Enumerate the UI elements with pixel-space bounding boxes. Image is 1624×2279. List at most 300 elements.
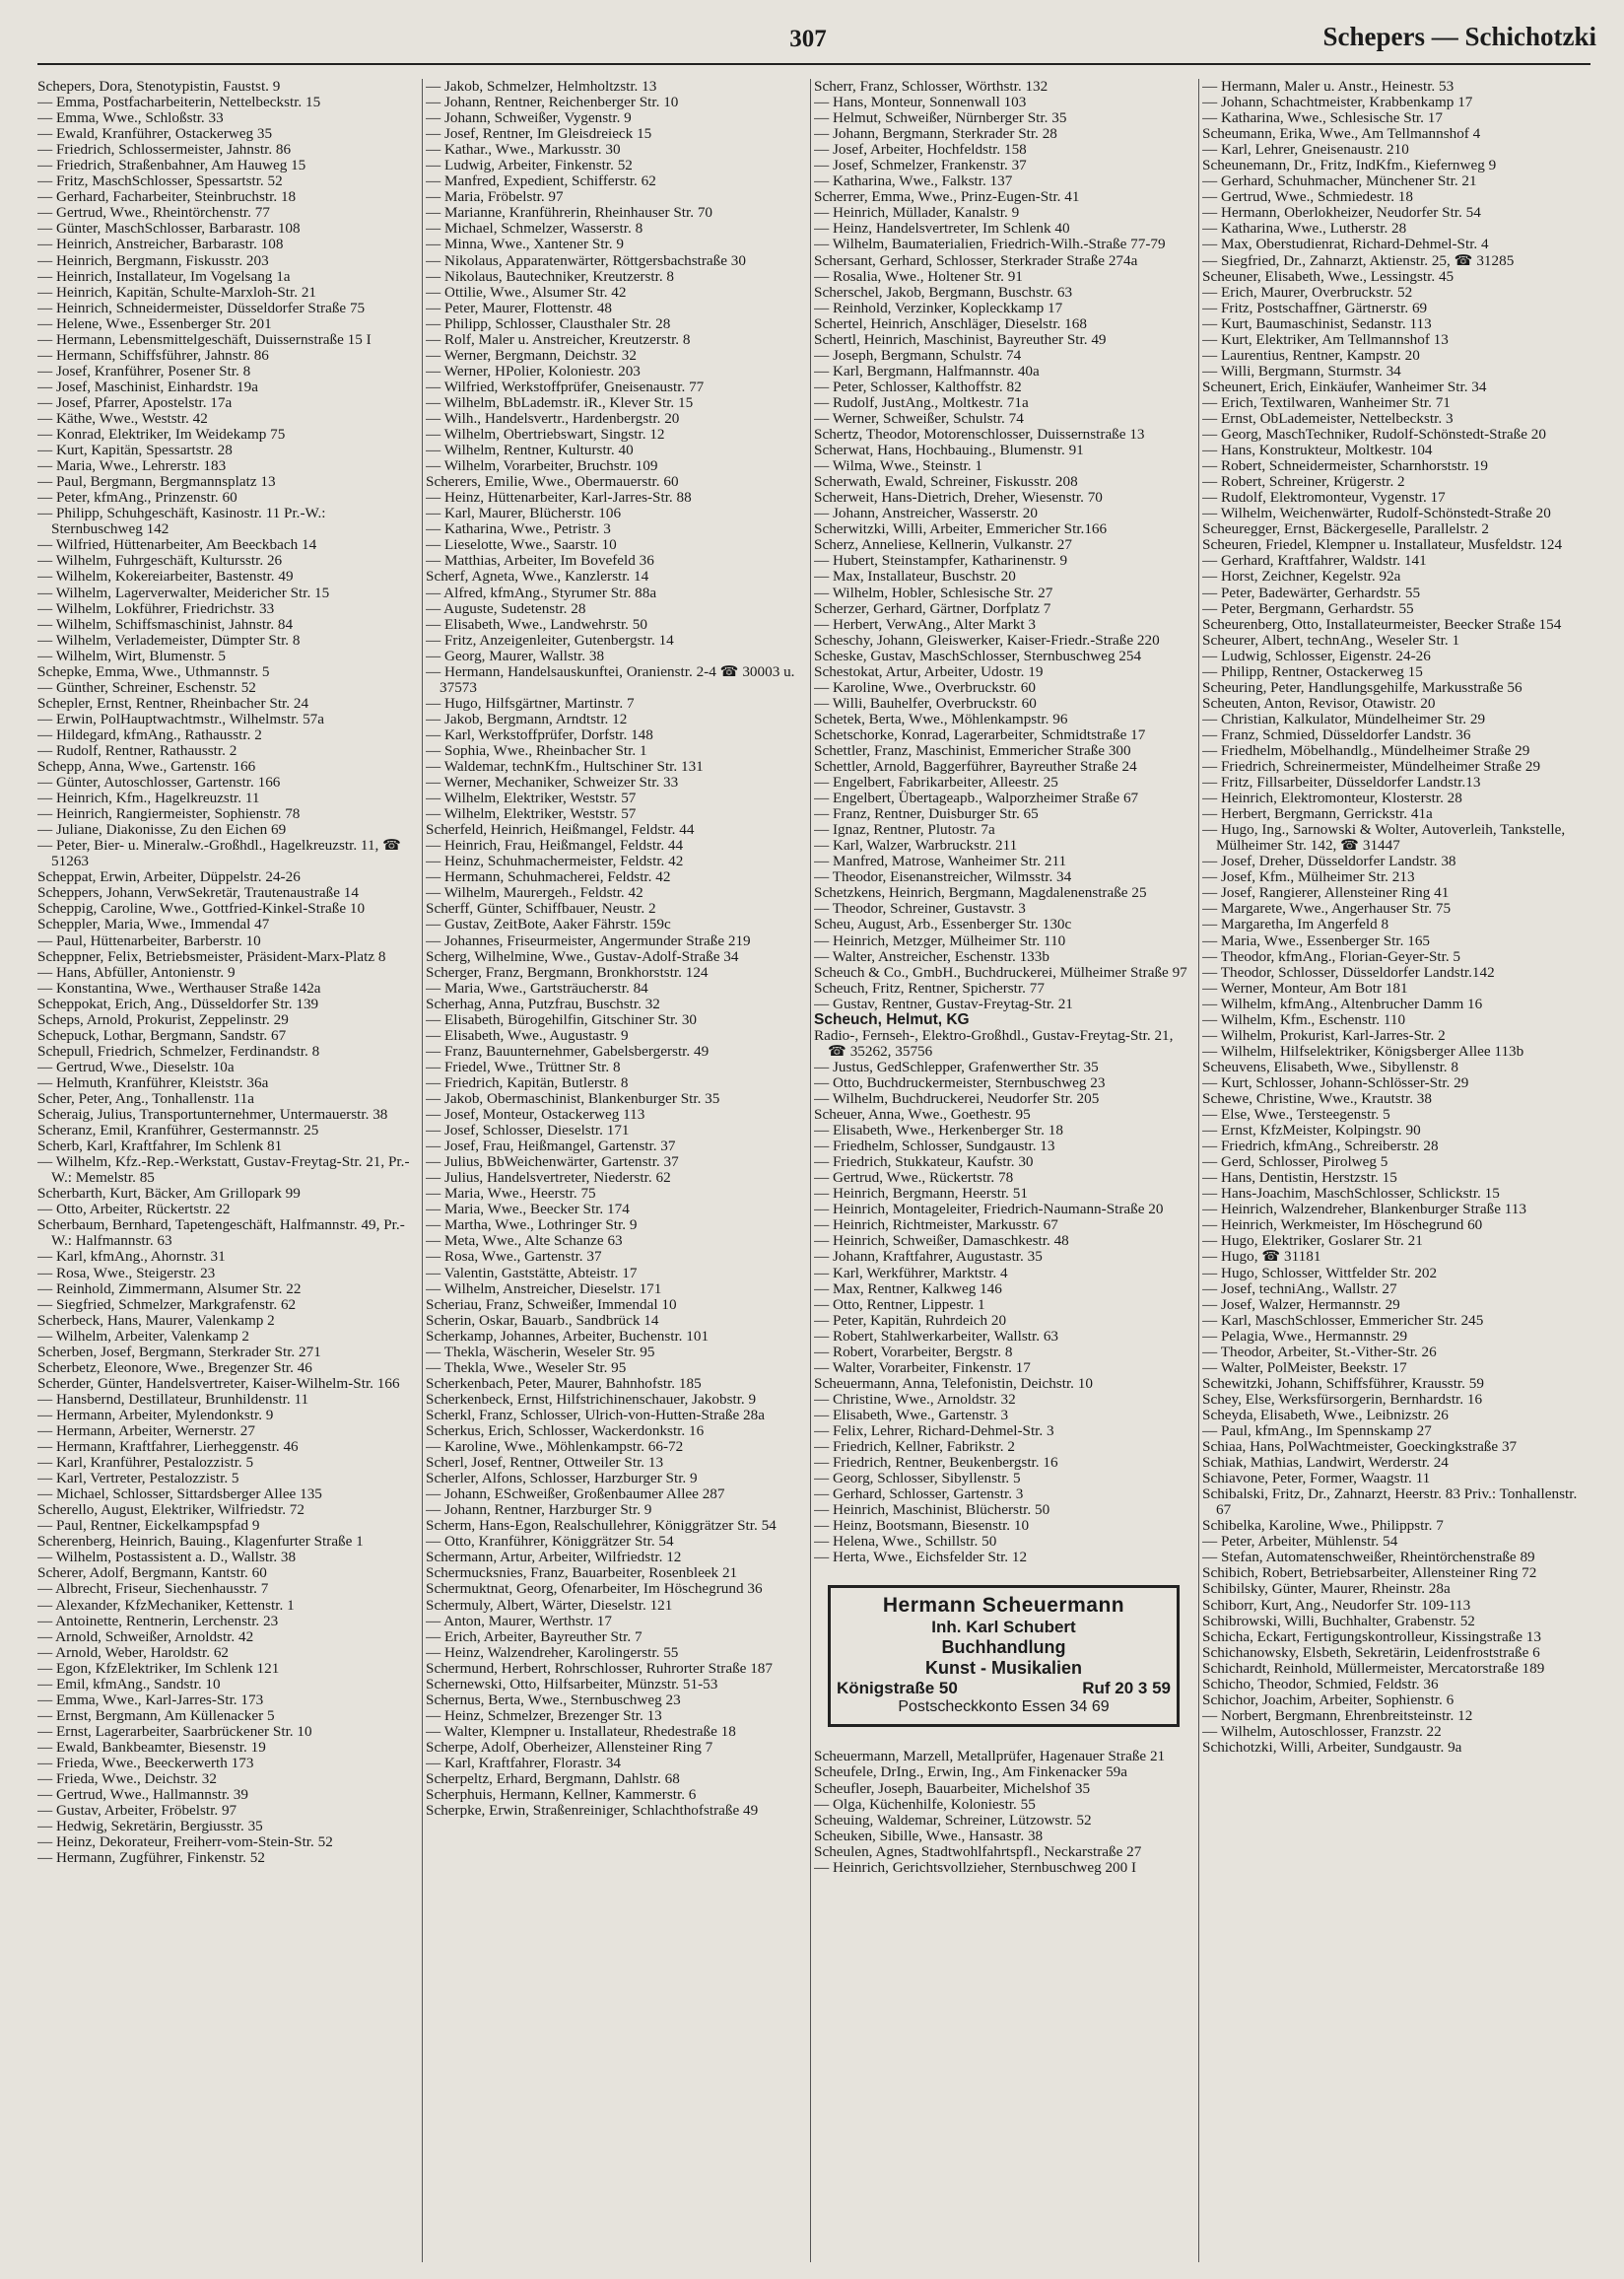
directory-entry: — Josef, Pfarrer, Apostelstr. 17a: [37, 393, 233, 411]
directory-entry: Scherin, Oskar, Bauarb., Sandbrück 14: [426, 1311, 659, 1329]
directory-entry: — Robert, Schreiner, Krügerstr. 2: [1202, 473, 1405, 491]
directory-entry: Schiavone, Peter, Former, Waagstr. 11: [1202, 1470, 1431, 1487]
directory-entry: Schichotzki, Willi, Arbeiter, Sundgaustr. 9a: [1202, 1738, 1462, 1756]
directory-entry: — Emma, Postfacharbeiterin, Nettelbeckstr. 15: [37, 94, 321, 111]
directory-entry: — Wilhelm, BbLademstr. iR., Klever Str. 15: [426, 393, 694, 411]
directory-entry: — Karoline, Wwe., Möhlenkampstr. 66-72: [426, 1438, 684, 1456]
directory-entry: Scherff, Günter, Schiffbauer, Neustr. 2: [426, 900, 656, 918]
directory-entry: — Siegfried, Dr., Zahnarzt, Aktienstr. 25, ☎ 31285: [1202, 251, 1515, 269]
directory-entry: — Günther, Schreiner, Eschenstr. 52: [37, 678, 256, 696]
directory-entry: — Ernst, Lagerarbeiter, Saarbrückener Str. 10: [37, 1722, 312, 1740]
page-number: 307: [789, 26, 827, 52]
directory-entry: — Manfred, Expedient, Schifferstr. 62: [426, 173, 656, 190]
directory-entry: — Hermann, Arbeiter, Mylendonkstr. 9: [37, 1406, 274, 1423]
directory-entry: — Michael, Schmelzer, Wasserstr. 8: [426, 220, 643, 238]
ad-goods: Kunst - Musikalien: [924, 1658, 1083, 1679]
directory-entry: — Helene, Wwe., Essenberger Str. 201: [37, 314, 272, 332]
directory-entry: — Maria, Fröbelstr. 97: [426, 188, 564, 206]
directory-entry: — Karl, Lehrer, Gneisenaustr. 210: [1202, 141, 1409, 159]
directory-entry: — Peter, Bier- u. Mineralw.-Großhdl., Hagelkreuzstr. 11, ☎ 51263: [37, 837, 402, 870]
directory-entry: Scheuing, Waldemar, Schreiner, Lützowstr. 52: [814, 1811, 1092, 1829]
directory-entry: — Heinrich, Elektromonteur, Klosterstr. 28: [1202, 790, 1462, 807]
directory-entry: Scheyda, Elisabeth, Wwe., Leibnizstr. 26: [1202, 1406, 1449, 1423]
directory-entry: Schernus, Berta, Wwe., Sternbuschweg 23: [426, 1691, 681, 1708]
directory-entry: — Erich, Textilwaren, Wanheimer Str. 71: [1202, 393, 1451, 411]
column-divider: [1198, 79, 1199, 2262]
directory-entry: — Hugo, ☎ 31181: [1202, 1248, 1321, 1266]
directory-entry: — Wilhelm, Buchdruckerei, Neudorfer Str. 205: [814, 1090, 1100, 1107]
directory-entry: Scherphuis, Hermann, Kellner, Kammerstr. 6: [426, 1786, 697, 1804]
directory-entry: — Willi, Bauhelfer, Overbruckstr. 60: [814, 694, 1037, 712]
directory-entry: — Wilhelm, Elektriker, Weststr. 57: [426, 805, 637, 823]
directory-entry: Scherz, Anneliese, Kellnerin, Vulkanstr. 27: [814, 536, 1072, 554]
directory-entry: Scherf, Agneta, Wwe., Kanzlerstr. 14: [426, 568, 649, 586]
directory-entry: Scherschel, Jakob, Bergmann, Buschstr. 63: [814, 283, 1073, 301]
directory-entry: — Frieda, Wwe., Beeckerwerth 173: [37, 1754, 254, 1771]
header-rule: [37, 63, 1590, 65]
directory-entry: — Heinrich, Walzendreher, Blankenburger Straße 113: [1202, 1201, 1526, 1218]
running-head: Schepers — Schichotzki: [1322, 22, 1596, 51]
directory-entry: — Otto, Rentner, Lippestr. 1: [814, 1295, 985, 1313]
directory-entry: — Wilhelm, Schiffsmaschinist, Jahnstr. 84: [37, 615, 294, 633]
directory-entry: Schepler, Ernst, Rentner, Rheinbacher Str. 24: [37, 694, 309, 712]
directory-entry: — Josef, Rangierer, Allensteiner Ring 41: [1202, 884, 1450, 902]
directory-entry: — Heinz, Walzendreher, Karolingerstr. 55: [426, 1643, 679, 1661]
directory-entry: Schertel, Heinrich, Anschläger, Dieselstr. 168: [814, 314, 1087, 332]
directory-entry: Scherello, August, Elektriker, Wilfriedstr. 72: [37, 1501, 304, 1519]
directory-entry: — Theodor, Arbeiter, St.-Vither-Str. 26: [1202, 1343, 1437, 1360]
directory-entry: Scheppig, Caroline, Wwe., Gottfried-Kinkel-Straße 10: [37, 900, 366, 918]
directory-entry: — Ignaz, Rentner, Plutostr. 7a: [814, 821, 995, 839]
directory-entry: — Juliane, Diakonisse, Zu den Eichen 69: [37, 821, 287, 839]
directory-entry: — Werner, Schweißer, Schulstr. 74: [814, 409, 1024, 427]
directory-entry: Scheufler, Joseph, Bauarbeiter, Michelshof 35: [814, 1779, 1091, 1797]
directory-entry: — Paul, Bergmann, Bergmannsplatz 13: [37, 473, 276, 491]
directory-entry: Schetzkens, Heinrich, Bergmann, Magdalenenstraße 25: [814, 884, 1147, 902]
directory-entry: Scherwath, Ewald, Schreiner, Fiskusstr. 208: [814, 473, 1078, 491]
directory-entry: — Heinrich, Bergmann, Fiskusstr. 203: [37, 251, 269, 269]
directory-entry: — Emil, kfmAng., Sandstr. 10: [37, 1675, 221, 1692]
directory-entry: Scherpe, Adolf, Oberheizer, Allensteiner Ring 7: [426, 1738, 713, 1756]
directory-entry: — Hans, Dentistin, Herstzstr. 15: [1202, 1169, 1397, 1187]
directory-entry: — Konrad, Elektriker, Im Weidekamp 75: [37, 426, 286, 444]
directory-entry: — Pelagia, Wwe., Hermannstr. 29: [1202, 1327, 1408, 1345]
directory-entry: — Hermann, Schuhmacherei, Feldstr. 42: [426, 868, 671, 886]
directory-entry: — Heinrich, Bergmann, Heerstr. 51: [814, 1185, 1028, 1203]
directory-entry: — Wilhelm, Hilfselektriker, Königsberger Allee 113b: [1202, 1042, 1524, 1060]
ad-postal: Postscheckkonto Essen 34 69: [898, 1698, 1110, 1716]
directory-entry: — Rudolf, Rentner, Rathausstr. 2: [37, 741, 237, 759]
directory-entry: — Paul, kfmAng., Im Spennskamp 27: [1202, 1421, 1432, 1439]
directory-entry: — Otto, Arbeiter, Rückertstr. 22: [37, 1201, 231, 1218]
directory-entry: Scherkenbeck, Ernst, Hilfstrichinenschauer, Jakobstr. 9: [426, 1390, 757, 1408]
directory-entry: — Hugo, Schlosser, Wittfelder Str. 202: [1202, 1264, 1438, 1281]
directory-entry: — Heinrich, Rangiermeister, Sophienstr. 78: [37, 805, 301, 823]
directory-entry: Scheuregger, Ernst, Bäckergeselle, Parallelstr. 2: [1202, 520, 1489, 538]
directory-entry: — Heinrich, Montageleiter, Friedrich-Naumann-Straße 20: [814, 1201, 1164, 1218]
directory-entry: — Heinrich, Werkmeister, Im Höschegrund 60: [1202, 1216, 1483, 1234]
directory-entry: — Max, Rentner, Kalkweg 146: [814, 1279, 1002, 1297]
directory-entry: — Kurt, Baumaschinist, Sedanstr. 113: [1202, 314, 1432, 332]
directory-entry: Schicha, Eckart, Fertigungskontrolleur, Kissingstraße 13: [1202, 1627, 1541, 1645]
directory-entry: — Felix, Lehrer, Richard-Dehmel-Str. 3: [814, 1421, 1054, 1439]
directory-entry: Schepke, Emma, Wwe., Uthmannstr. 5: [37, 662, 270, 680]
directory-entry: — Theodor, Schreiner, Gustavstr. 3: [814, 900, 1026, 918]
directory-entry: — Josef, Schlosser, Dieselstr. 171: [426, 1122, 630, 1140]
directory-entry: Schertl, Heinrich, Maschinist, Bayreuther Str. 49: [814, 330, 1107, 348]
directory-entry: — Robert, Stahlwerkarbeiter, Wallstr. 63: [814, 1327, 1059, 1345]
directory-entry: Schertz, Theodor, Motorenschlosser, Duissernstraße 13: [814, 426, 1145, 444]
directory-entry: — Robert, Schneidermeister, Scharnhorststr. 19: [1202, 457, 1489, 475]
directory-entry: — Karoline, Wwe., Overbruckstr. 60: [814, 678, 1036, 696]
directory-entry: — Paul, Hüttenarbeiter, Barberstr. 10: [37, 932, 261, 949]
directory-entry: Scherler, Alfons, Schlosser, Harzburger Str. 9: [426, 1470, 698, 1487]
ad-name: Hermann Scheuermann: [882, 1594, 1125, 1618]
directory-entry: — Hans, Konstrukteur, Moltkestr. 104: [1202, 442, 1433, 459]
directory-entry: — Heinrich, Schneidermeister, Düsseldorfer Straße 75: [37, 299, 366, 316]
directory-entry: — Hermann, Schiffsführer, Jahnstr. 86: [37, 346, 269, 364]
directory-entry: — Hermann, Zugführer, Finkenstr. 52: [37, 1849, 265, 1867]
directory-entry: Scherwitzki, Willi, Arbeiter, Emmericher Str.166: [814, 520, 1108, 538]
directory-entry: — Michael, Schlosser, Sittardsberger Allee 135: [37, 1485, 322, 1503]
directory-entry: Scheschy, Johann, Gleiswerker, Kaiser-Friedr.-Straße 220: [814, 631, 1160, 649]
directory-entry: Schepp, Anna, Wwe., Gartenstr. 166: [37, 758, 256, 776]
directory-entry: Schetschorke, Konrad, Lagerarbeiter, Schmidtstraße 17: [814, 725, 1146, 743]
directory-entry: — Erwin, PolHauptwachtmstr., Wilhelmstr. 57a: [37, 710, 325, 727]
directory-entry: Schiak, Mathias, Landwirt, Werderstr. 24: [1202, 1454, 1449, 1472]
directory-entry: Scherweit, Hans-Dietrich, Dreher, Wiesenstr. 70: [814, 489, 1103, 507]
directory-entry: — Karl, Werkführer, Marktstr. 4: [814, 1264, 1008, 1281]
ad-address: Königstraße 50: [837, 1679, 958, 1698]
directory-entry: Schibrowski, Willi, Buchhalter, Grabenstr. 52: [1202, 1612, 1475, 1629]
directory-entry: — Philipp, Schuhgeschäft, Kasinostr. 11 Pr.-W.: Sternbuschweg 142: [37, 505, 326, 538]
directory-entry: Scherb, Karl, Kraftfahrer, Im Schlenk 81: [37, 1138, 283, 1155]
directory-entry: — Heinrich, Anstreicher, Barbarastr. 108: [37, 236, 284, 253]
directory-entry: — Maria, Wwe., Gartsträucherstr. 84: [426, 979, 648, 997]
directory-entry: — Gertrud, Wwe., Rheintörchenstr. 77: [37, 204, 270, 222]
directory-entry: — Reinhold, Zimmermann, Alsumer Str. 22: [37, 1279, 302, 1297]
directory-entry: — Albrecht, Friseur, Siechenhausstr. 7: [37, 1580, 269, 1598]
directory-entry: — Erich, Maurer, Overbruckstr. 52: [1202, 283, 1413, 301]
directory-entry: — Herta, Wwe., Eichsfelder Str. 12: [814, 1549, 1028, 1566]
directory-entry: — Hansbernd, Destillateur, Brunhildenstr. 11: [37, 1390, 309, 1408]
directory-entry: — Johann, Kraftfahrer, Augustastr. 35: [814, 1248, 1043, 1266]
directory-entry: — Wilfried, Werkstoffprüfer, Gneisenaustr. 77: [426, 378, 705, 395]
directory-entry: — Friedrich, Schlossermeister, Jahnstr. 86: [37, 141, 292, 159]
directory-entry: — Otto, Buchdruckermeister, Sternbuschweg 23: [814, 1073, 1106, 1091]
directory-entry: — Maria, Wwe., Heerstr. 75: [426, 1185, 596, 1203]
directory-entry: — Jakob, Bergmann, Arndtstr. 12: [426, 710, 628, 727]
directory-entry: Scheranz, Emil, Kranführer, Gestermannstr. 25: [37, 1122, 319, 1140]
directory-entry: — Josef, Kranführer, Posener Str. 8: [37, 362, 251, 380]
directory-entry: — Karl, Werkstoffprüfer, Dorfstr. 148: [426, 725, 653, 743]
directory-entry: — Heinrich, Kapitän, Schulte-Marxloh-Str. 21: [37, 283, 317, 301]
directory-entry: — Wilhelm, Elektriker, Weststr. 57: [426, 790, 637, 807]
directory-entry: Schettler, Arnold, Baggerführer, Bayreuther Straße 24: [814, 758, 1137, 776]
directory-entry: — Engelbert, Übertageарb., Walporzheimer Straße 67: [814, 790, 1139, 807]
directory-entry: Scherzer, Gerhard, Gärtner, Dorfplatz 7: [814, 599, 1051, 617]
directory-entry: — Elisabeth, Bürogehilfin, Gitschiner Str. 30: [426, 1010, 698, 1028]
column-2: [426, 79, 805, 2257]
directory-entry: — Minna, Wwe., Xantener Str. 9: [426, 236, 624, 253]
directory-entry: — Herbert, VerwAng., Alter Markt 3: [814, 615, 1036, 633]
directory-entry: Scherkl, Franz, Schlosser, Ulrich-von-Hutten-Straße 28a: [426, 1406, 765, 1423]
directory-entry: — Otto, Kranführer, Königgrätzer Str. 54: [426, 1533, 674, 1551]
directory-entry: Schermann, Artur, Arbeiter, Wilfriedstr. 12: [426, 1549, 682, 1566]
directory-entry: — Heinz, Dekorateur, Freiherr-vom-Stein-Str. 52: [37, 1833, 333, 1851]
directory-entry: — Ottilie, Wwe., Alsumer Str. 42: [426, 283, 627, 301]
directory-entry: — Johann, Rentner, Harzburger Str. 9: [426, 1501, 652, 1519]
directory-entry: Scheuch & Co., GmbH., Buchdruckerei, Mülheimer Straße 97: [814, 963, 1187, 981]
directory-entry: — Gerhard, Schlosser, Gartenstr. 3: [814, 1485, 1024, 1503]
directory-entry: Scheurer, Albert, technAng., Weseler Str. 1: [1202, 631, 1460, 649]
directory-entry: — Hildegard, kfmAng., Rathausstr. 2: [37, 725, 262, 743]
directory-entry: — Hans, Abfüller, Antonienstr. 9: [37, 963, 236, 981]
directory-entry: — Josef, Rentner, Im Gleisdreieck 15: [426, 125, 652, 143]
directory-entry: — Hans, Monteur, Sonnenwall 103: [814, 94, 1027, 111]
directory-entry: Scherfeld, Heinrich, Heißmangel, Feldstr. 44: [426, 821, 695, 839]
directory-entry: — Gustav, Arbeiter, Fröbelstr. 97: [37, 1802, 237, 1820]
directory-entry: — Margarete, Wwe., Angerhauser Str. 75: [1202, 900, 1452, 918]
directory-entry: — Reinhold, Verzinker, Kopleckkamp 17: [814, 299, 1063, 316]
directory-entry: — Johann, Schachtmeister, Krabbenkamp 17: [1202, 94, 1473, 111]
directory-entry: — Erich, Arbeiter, Bayreuther Str. 7: [426, 1627, 643, 1645]
directory-entry: — Friedrich, Kellner, Fabrikstr. 2: [814, 1438, 1015, 1456]
directory-entry: — Siegfried, Schmelzer, Markgrafenstr. 62: [37, 1295, 297, 1313]
directory-entry: — Hugo, Ing., Sarnowski & Wolter, Autoverleih, Tankstelle, Mülheimer Str. 142, ☎ 31447: [1202, 821, 1566, 855]
directory-entry: Scheunert, Erich, Einkäufer, Wanheimer Str. 34: [1202, 378, 1487, 395]
directory-entry: — Wilhelm, Anstreicher, Dieselstr. 171: [426, 1279, 662, 1297]
directory-entry: — Johann, ESchweißer, Großenbaumer Allee 287: [426, 1485, 725, 1503]
directory-entry: — Werner, Monteur, Am Botr 181: [1202, 979, 1408, 997]
directory-entry: Scheppers, Johann, VerwSekretär, Trautenaustraße 14: [37, 884, 359, 902]
directory-entry: — Thekla, Wwe., Weseler Str. 95: [426, 1358, 627, 1376]
directory-entry: — Rosa, Wwe., Steigerstr. 23: [37, 1264, 216, 1281]
directory-entry: — Walter, Klempner u. Installateur, Rhedestraße 18: [426, 1722, 736, 1740]
directory-entry: Scheppner, Felix, Betriebsmeister, Präsident-Marx-Platz 8: [37, 947, 386, 965]
directory-entry: Schicho, Theodor, Schmied, Feldstr. 36: [1202, 1675, 1439, 1692]
directory-entry: — Heinrich, Maschinist, Blücherstr. 50: [814, 1501, 1050, 1519]
column-4: [1202, 79, 1582, 2257]
directory-entry: Scheske, Gustav, MaschSchlosser, Sternbuschweg 254: [814, 647, 1142, 664]
directory-entry: — Elisabeth, Wwe., Landwehrstr. 50: [426, 615, 647, 633]
directory-entry: — Konstantina, Wwe., Werthauser Straße 142a: [37, 979, 321, 997]
directory-entry: — Heinrich, Müllader, Kanalstr. 9: [814, 204, 1020, 222]
directory-entry: — Hermann, Handelsauskunftei, Oranienstr. 2-4 ☎ 30003 u. 37573: [426, 662, 795, 696]
column-3: [814, 79, 1193, 2257]
directory-entry: Scherenberg, Heinrich, Bauing., Klagenfurter Straße 1: [37, 1533, 364, 1551]
column-1: [37, 79, 417, 2257]
directory-entry: — Josef, techniAng., Wallstr. 27: [1202, 1279, 1397, 1297]
directory-entry: — Gerhard, Schuhmacher, Münchener Str. 21: [1202, 173, 1477, 190]
advertisement-box: [828, 1585, 1180, 1727]
directory-entry: Schermuktnat, Georg, Ofenarbeiter, Im Höschegrund 36: [426, 1580, 763, 1598]
directory-entry: — Franz, Bauunternehmer, Gabelsbergerstr. 49: [426, 1042, 710, 1060]
directory-entry: — Rolf, Maler u. Anstreicher, Kreutzerstr. 8: [426, 330, 691, 348]
directory-entry: Scheppokat, Erich, Ang., Düsseldorfer Str. 139: [37, 995, 319, 1012]
directory-entry: — Fritz, Postschaffner, Gärtnerstr. 69: [1202, 299, 1428, 316]
directory-entry: Scheps, Arnold, Prokurist, Zeppelinstr. 29: [37, 1010, 289, 1028]
directory-entry: — Peter, Arbeiter, Mühlenstr. 54: [1202, 1533, 1398, 1551]
directory-entry: — Arnold, Weber, Haroldstr. 62: [37, 1643, 230, 1661]
directory-entry: — Friedrich, Rentner, Beukenbergstr. 16: [814, 1454, 1058, 1472]
directory-entry: — Rudolf, Elektromonteur, Vygenstr. 17: [1202, 489, 1446, 507]
directory-entry: — Peter, Maurer, Flottenstr. 48: [426, 299, 613, 316]
directory-entry: — Nikolaus, Bautechniker, Kreutzerstr. 8: [426, 267, 675, 285]
directory-entry: Scherl, Josef, Rentner, Ottweiler Str. 13: [426, 1454, 664, 1472]
directory-entry: Scheriau, Franz, Schweißer, Immendal 10: [426, 1295, 677, 1313]
directory-entry: Schiaa, Hans, PolWachtmeister, Goeckingkstraße 37: [1202, 1438, 1518, 1456]
directory-entry: — Franz, Rentner, Duisburger Str. 65: [814, 805, 1039, 823]
directory-entry: — Georg, Schlosser, Sibyllenstr. 5: [814, 1470, 1021, 1487]
directory-entry: Radio-, Fernseh-, Elektro-Großhdl., Gustav-Freytag-Str. 21, ☎ 35262, 35756: [814, 1026, 1174, 1060]
directory-entry: — Matthias, Arbeiter, Im Bovefeld 36: [426, 552, 654, 570]
directory-entry: — Auguste, Sudetenstr. 28: [426, 599, 586, 617]
directory-entry: — Wilhelm, kfmAng., Altenbrucher Damm 16: [1202, 995, 1483, 1012]
directory-entry: — Gustav, ZeitBote, Aaker Fährstr. 159c: [426, 916, 671, 933]
directory-entry: — Heinz, Schmelzer, Brezenger Str. 13: [426, 1706, 662, 1724]
directory-entry: — Kathar., Wwe., Markusstr. 30: [426, 141, 621, 159]
directory-entry: — Josef, Schmelzer, Frankenstr. 37: [814, 157, 1027, 174]
directory-entry: — Peter, Bergmann, Gerhardstr. 55: [1202, 599, 1414, 617]
directory-entry: — Lieselotte, Wwe., Saarstr. 10: [426, 536, 617, 554]
directory-entry: Schepull, Friedrich, Schmelzer, Ferdinandstr. 8: [37, 1042, 320, 1060]
directory-entry: — Josef, Monteur, Ostackerweg 113: [426, 1106, 645, 1124]
directory-entry: — Heinrich, Kfm., Hagelkreuzstr. 11: [37, 790, 260, 807]
directory-entry: — Wilhelm, Hobler, Schlesische Str. 27: [814, 584, 1053, 601]
directory-entry: — Heinrich, Installateur, Im Vogelsang 1a: [37, 267, 291, 285]
directory-entry: — Helmuth, Kranführer, Kleiststr. 36a: [37, 1073, 269, 1091]
directory-entry: Scherbaum, Bernhard, Tapetengeschäft, Halfmannstr. 49, Pr.-W.: Halfmannstr. 63: [37, 1216, 405, 1250]
directory-entry: Schibalski, Fritz, Dr., Zahnarzt, Heerstr. 83 Priv.: Tonhallenstr. 67: [1202, 1485, 1578, 1519]
directory-entry: — Günter, MaschSchlosser, Barbarastr. 108: [37, 220, 301, 238]
directory-entry: Scheuring, Peter, Handlungsgehilfe, Markusstraße 56: [1202, 678, 1522, 696]
directory-entry: — Wilhelm, Baumaterialien, Friedrich-Wilh.-Straße 77-79: [814, 236, 1166, 253]
directory-entry: Schewitzki, Johann, Schiffsführer, Krausstr. 59: [1202, 1374, 1484, 1392]
directory-entry: — Meta, Wwe., Alte Schanze 63: [426, 1232, 623, 1250]
directory-entry: — Josef, Kfm., Mülheimer Str. 213: [1202, 868, 1415, 886]
directory-entry: Scherwat, Hans, Hochbauing., Blumenstr. 91: [814, 442, 1084, 459]
directory-entry: — Gertrud, Wwe., Dieselstr. 10a: [37, 1058, 235, 1075]
directory-entry: — Peter, kfmAng., Prinzenstr. 60: [37, 489, 237, 507]
directory-entry: Scherpeltz, Erhard, Bergmann, Dahlstr. 68: [426, 1770, 680, 1788]
directory-entry: — Philipp, Schlosser, Clausthaler Str. 28: [426, 314, 671, 332]
directory-entry: Scherbarth, Kurt, Bäcker, Am Grillopark 99: [37, 1185, 301, 1203]
directory-entry: — Rosa, Wwe., Gartenstr. 37: [426, 1248, 602, 1266]
directory-entry: — Günter, Autoschlosser, Gartenstr. 166: [37, 774, 281, 792]
directory-entry: Scheu, August, Arb., Essenberger Str. 130c: [814, 916, 1072, 933]
directory-entry: — Ernst, Bergmann, Am Küllenacker 5: [37, 1706, 275, 1724]
directory-entry: Scherkenbach, Peter, Maurer, Bahnhofstr. 185: [426, 1374, 702, 1392]
directory-entry: — Engelbert, Fabrikarbeiter, Alleestr. 25: [814, 774, 1058, 792]
directory-entry: — Wilhelm, Weichenwärter, Rudolf-Schönstedt-Straße 20: [1202, 505, 1551, 522]
directory-entry: — Hermann, Arbeiter, Wernerstr. 27: [37, 1421, 255, 1439]
directory-entry: — Wilhelm, Prokurist, Karl-Jarres-Str. 2: [1202, 1026, 1446, 1044]
directory-entry: — Max, Installateur, Buschstr. 20: [814, 568, 1016, 586]
directory-entry: — Kurt, Schlosser, Johann-Schlösser-Str. 29: [1202, 1073, 1469, 1091]
directory-entry: Scherger, Franz, Bergmann, Bronkhorststr. 124: [426, 963, 709, 981]
directory-entry: Schermucksnies, Franz, Bauarbeiter, Rosenbleek 21: [426, 1564, 738, 1582]
directory-entry: — Georg, MaschTechniker, Rudolf-Schönstedt-Straße 20: [1202, 426, 1546, 444]
directory-entry: — Waldemar, technKfm., Hultschiner Str. 131: [426, 758, 704, 776]
directory-entry: — Sophia, Wwe., Rheinbacher Str. 1: [426, 741, 647, 759]
directory-entry: — Ewald, Kranführer, Ostackerweg 35: [37, 125, 273, 143]
directory-entry: — Gustav, Rentner, Gustav-Freytag-Str. 21: [814, 995, 1073, 1012]
directory-entry: — Katharina, Wwe., Schlesische Str. 17: [1202, 109, 1443, 127]
directory-entry: — Heinz, Bootsmann, Biesenstr. 10: [814, 1517, 1030, 1535]
directory-entry: — Wilhelm, Kfz.-Rep.-Werkstatt, Gustav-Freytag-Str. 21, Pr.-W.: Memelstr. 85: [37, 1153, 410, 1187]
directory-entry: — Julius, Handelsvertreter, Niederstr. 62: [426, 1169, 671, 1187]
directory-entry: — Wilhelm, Kokereiarbeiter, Bastenstr. 49: [37, 568, 294, 586]
directory-entry: — Friedrich, Schreinermeister, Mündelheimer Straße 29: [1202, 758, 1541, 776]
directory-entry: — Hugo, Elektriker, Goslarer Str. 21: [1202, 1232, 1423, 1250]
directory-entry: — Else, Wwe., Tersteegenstr. 5: [1202, 1106, 1390, 1124]
directory-entry: — Maria, Wwe., Beecker Str. 174: [426, 1201, 630, 1218]
directory-entry: — Johann, Bergmann, Sterkrader Str. 28: [814, 125, 1057, 143]
directory-entry: — Marianne, Kranführerin, Rheinhauser Str. 70: [426, 204, 713, 222]
directory-entry: Scherben, Josef, Bergmann, Sterkrader Str. 271: [37, 1343, 321, 1360]
directory-entry: — Peter, Badewärter, Gerhardstr. 55: [1202, 584, 1421, 601]
directory-entry: Scherhag, Anna, Putzfrau, Buschstr. 32: [426, 995, 660, 1012]
directory-entry: Scheuch, Fritz, Rentner, Spicherstr. 77: [814, 979, 1045, 997]
directory-entry: — Egon, KfzElektriker, Im Schlenk 121: [37, 1659, 280, 1677]
directory-entry: — Friedhelm, Schlosser, Sundgaustr. 13: [814, 1138, 1055, 1155]
directory-entry: — Wilhelm, Fuhrgeschäft, Kultursstr. 26: [37, 552, 283, 570]
directory-entry: — Hans-Joachim, MaschSchlosser, Schlickstr. 15: [1202, 1185, 1500, 1203]
directory-entry: Scherpke, Erwin, Straßenreiniger, Schlachthofstraße 49: [426, 1802, 759, 1820]
directory-entry: — Walter, PolMeister, Beekstr. 17: [1202, 1358, 1407, 1376]
directory-entry: Schestokat, Artur, Arbeiter, Udostr. 19: [814, 662, 1044, 680]
directory-entry: Scheuch, Helmut, KG: [814, 1010, 970, 1028]
directory-entry: — Johann, Rentner, Reichenberger Str. 10: [426, 94, 679, 111]
directory-entry: — Antoinette, Rentnerin, Lerchenstr. 23: [37, 1612, 279, 1629]
directory-entry: Scheulen, Agnes, Stadtwohlfahrtspfl., Neckarstraße 27: [814, 1842, 1142, 1860]
directory-entry: — Kurt, Kapitän, Spessartstr. 28: [37, 442, 233, 459]
directory-entry: — Georg, Maurer, Wallstr. 38: [426, 647, 605, 664]
directory-entry: — Helmut, Schweißer, Nürnberger Str. 35: [814, 109, 1067, 127]
directory-entry: — Horst, Zeichner, Kegelstr. 92a: [1202, 568, 1401, 586]
directory-entry: — Rosalia, Wwe., Holtener Str. 91: [814, 267, 1023, 285]
directory-entry: Schettler, Franz, Maschinist, Emmericher Straße 300: [814, 741, 1131, 759]
directory-entry: — Katharina, Wwe., Lutherstr. 28: [1202, 220, 1407, 238]
directory-entry: — Wilhelm, Arbeiter, Valenkamp 2: [37, 1327, 250, 1345]
directory-entry: — Hermann, Lebensmittelgeschäft, Duissernstraße 15 I: [37, 330, 372, 348]
directory-entry: Schermund, Herbert, Rohrschlosser, Ruhrorter Straße 187: [426, 1659, 773, 1677]
directory-entry: Scherm, Hans-Egon, Realschullehrer, Königgrätzer Str. 54: [426, 1517, 777, 1535]
directory-entry: Scheppat, Erwin, Arbeiter, Düppelstr. 24-26: [37, 868, 301, 886]
directory-entry: — Herbert, Bergmann, Gerrickstr. 41a: [1202, 805, 1433, 823]
ad-phone: Ruf 20 3 59: [1082, 1679, 1171, 1698]
directory-entry: — Gertrud, Wwe., Hallmannstr. 39: [37, 1786, 248, 1804]
directory-entry: — Wilhelm, Verlademeister, Dümpter Str. 8: [37, 631, 301, 649]
directory-entry: Scheufele, DrIng., Erwin, Ing., Am Finkenacker 59a: [814, 1763, 1128, 1781]
directory-entry: — Ernst, ObLademeister, Nettelbeckstr. 3: [1202, 409, 1454, 427]
directory-entry: — Heinrich, Frau, Heißmangel, Feldstr. 44: [426, 837, 684, 855]
directory-entry: Scheuner, Elisabeth, Wwe., Lessingstr. 45: [1202, 267, 1455, 285]
directory-entry: — Werner, Mechaniker, Schweizer Str. 33: [426, 774, 679, 792]
directory-entry: — Katharina, Wwe., Falkstr. 137: [814, 173, 1013, 190]
directory-entry: — Josef, Walzer, Hermannstr. 29: [1202, 1295, 1400, 1313]
directory-entry: — Arnold, Schweißer, Arnoldstr. 42: [37, 1627, 254, 1645]
directory-entry: — Karl, Kraftfahrer, Florastr. 34: [426, 1754, 622, 1771]
directory-entry: — Willi, Bergmann, Sturmstr. 34: [1202, 362, 1401, 380]
directory-entry: — Ludwig, Schlosser, Eigenstr. 24-26: [1202, 647, 1431, 664]
directory-entry: Scher, Peter, Ang., Tonhallenstr. 11a: [37, 1090, 255, 1107]
directory-entry: — Olga, Küchenhilfe, Koloniestr. 55: [814, 1795, 1036, 1813]
directory-entry: — Hubert, Steinstampfer, Katharinenstr. 9: [814, 552, 1068, 570]
directory-entry: — Heinrich, Metzger, Mülheimer Str. 110: [814, 932, 1066, 949]
directory-entry: — Stefan, Automatenschweißer, Rheintörchenstraße 89: [1202, 1549, 1535, 1566]
